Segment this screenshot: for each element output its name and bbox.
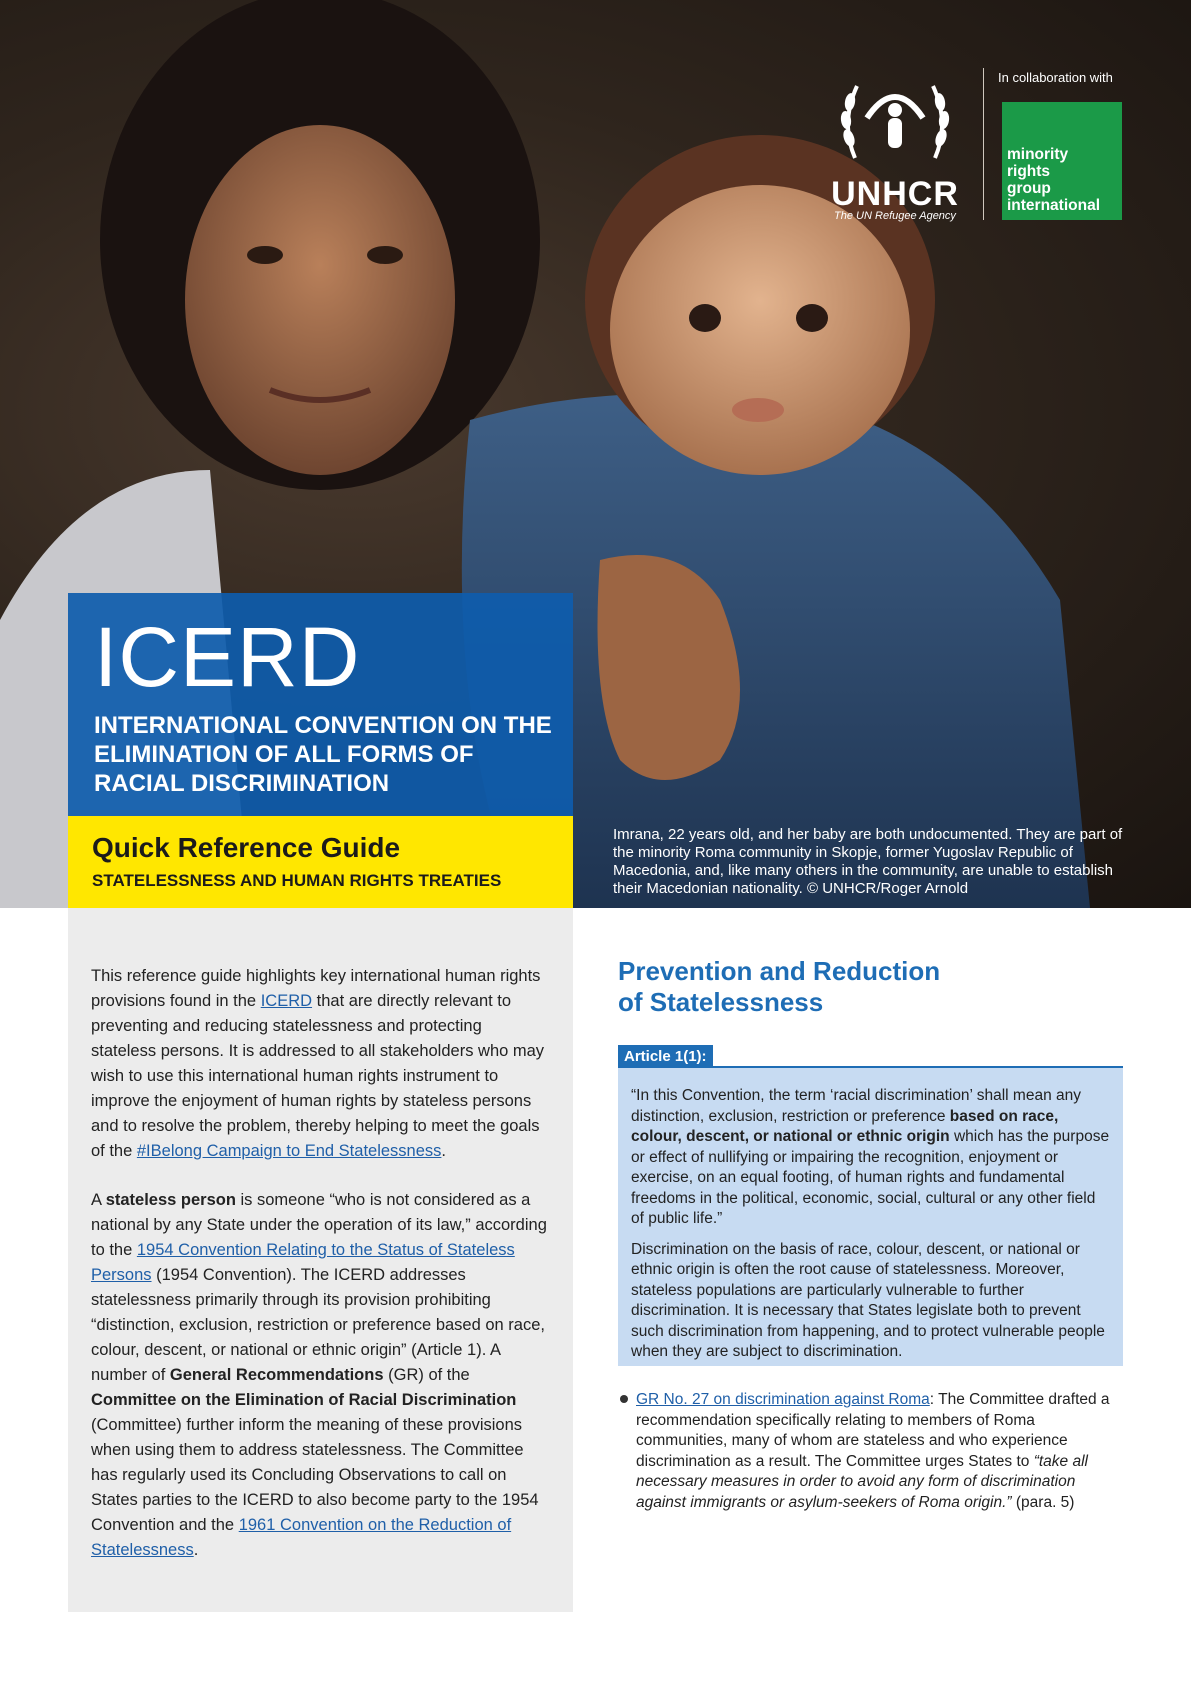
text-run: A (91, 1191, 106, 1209)
bold-term: based on race, colour, descent, or national or ethnic origin (631, 1107, 1059, 1145)
intro-panel (68, 908, 573, 1612)
text-run: . (441, 1142, 446, 1160)
mrg-line: minority (1007, 146, 1069, 163)
convention-1961-link[interactable]: 1961 Convention on the Reduction of Statelessness (91, 1516, 512, 1559)
convention-full-name: INTERNATIONAL CONVENTION ON THE ELIMINATION OF ALL FORMS OF RACIAL DISCRIMINATION (94, 712, 552, 797)
bold-term: Committee on the Elimination of Racial Discrimination (91, 1391, 517, 1409)
text-run: (Committee) further inform the meaning of these provisions when using them to address statelessness. The Committee has regularly used its Concluding Observations to call on States parties to the ICERD to also become party to the 1954 Convention and the (91, 1416, 539, 1534)
text-run: (1954 Convention). The ICERD addresses statelessness primarily through its provision prohibiting “distinction, exclusion, restriction or preference based on race, colour, descent, or national or ethnic origin” (Article 1). A number of (91, 1266, 545, 1384)
article-quote-box (618, 1068, 1123, 1366)
unhcr-logo (820, 68, 970, 228)
title-box (68, 593, 573, 816)
unhcr-emblem-icon (835, 68, 955, 168)
partner-logos (820, 68, 1130, 228)
intro-paragraph (91, 964, 551, 1164)
guide-title: Quick Reference Guide (92, 832, 401, 863)
convention-1954-link[interactable]: 1954 Convention Relating to the Status of Stateless Persons (91, 1241, 515, 1284)
quote-text (631, 1086, 1111, 1373)
italic-quote: “take all necessary measures in order to avoid any form of discrimination against immigrants or asylum-seekers of Roma origin.” (636, 1452, 1088, 1511)
heading-line: of Statelessness (618, 987, 824, 1017)
text-run: (para. 5) (1011, 1493, 1075, 1511)
commentary: Discrimination on the basis of race, colour, descent, or national or ethnic origin is often the root cause of statelessness. Moreover, stateless populations are particularly vulnerable to further discrimination. It is necessary that States legislate both to prevent such discrimination from happening, and to protect vulnerable people when they are subject to discrimination. (631, 1240, 1105, 1360)
text-run: which has the purpose or effect of nullifying or impairing the recognition, enjoyment or exercise, on an equal footing, of human rights and fundamental freedoms in the political, economic, social, cultural or any other field of public life.” (631, 1128, 1110, 1227)
text-run: : The Committee drafted a recommendation specifically relating to members of Roma communities, many of whom are stateless and who experience discrimination as a result. The Committee urges States to (636, 1391, 1110, 1470)
definition-paragraph (91, 1188, 551, 1563)
section-heading (618, 956, 1068, 1018)
unhcr-tagline: The UN Refugee Agency (834, 210, 956, 222)
bold-term: General Recommendations (169, 1366, 384, 1384)
guide-label-box (68, 816, 573, 908)
guide-subtitle: STATELESSNESS AND HUMAN RIGHTS TREATIES (92, 871, 502, 890)
unhcr-wordmark: UNHCR (831, 175, 959, 213)
bold-term: stateless person (105, 1191, 236, 1209)
mrg-line: group (1007, 180, 1051, 197)
gr27-link[interactable]: GR No. 27 on discrimination against Roma (636, 1391, 930, 1408)
text-run: is someone “who is not considered as a national by any State under the operation of its law,” according to the (91, 1191, 547, 1259)
text-run: that are directly relevant to preventing and reducing statelessness and protecting stateless persons. It is addressed to all stakeholders who may wish to use this international human rights instrument to improve the enjoyment of human rights by stateless persons and to resolve the problem, thereby helping to meet the goals of the (91, 992, 545, 1160)
text-run: . (193, 1541, 199, 1559)
photo-caption: Imrana, 22 years old, and her baby are both undocumented. They are part of the minority Roma community in Skopje, former Yugoslav Republic of Macedonia, and, like many others in the community, are unable to establish their Macedonian nationality. © UNHCR/Roger Arnold (613, 826, 1123, 897)
icerd-link[interactable]: ICERD (260, 992, 313, 1010)
mrg-logo (1002, 102, 1122, 220)
mrg-line: international (1007, 197, 1101, 214)
text-run: “In this Convention, the term ‘racial discrimination’ shall mean any distinction, exclusion, restriction or preference (631, 1087, 1081, 1125)
text-run: This reference guide highlights key international human rights provisions found in the (91, 967, 541, 1010)
document-acronym: ICERD (94, 610, 361, 704)
mrg-wordmark (1007, 146, 1100, 214)
bullet-icon (620, 1395, 628, 1403)
intro-text (91, 964, 551, 1587)
ibelong-campaign-link[interactable]: #IBelong Campaign to End Statelessness (136, 1142, 442, 1160)
mrg-line: rights (1007, 163, 1051, 180)
article-label: Article 1(1): (618, 1045, 713, 1068)
collaboration-label: In collaboration with (998, 70, 1113, 85)
text-run: (GR) of the (383, 1366, 470, 1384)
heading-line: Prevention and Reduction (618, 956, 941, 986)
bullet-text (636, 1390, 1116, 1513)
article-quote (631, 1086, 1111, 1230)
logo-divider (983, 68, 984, 220)
